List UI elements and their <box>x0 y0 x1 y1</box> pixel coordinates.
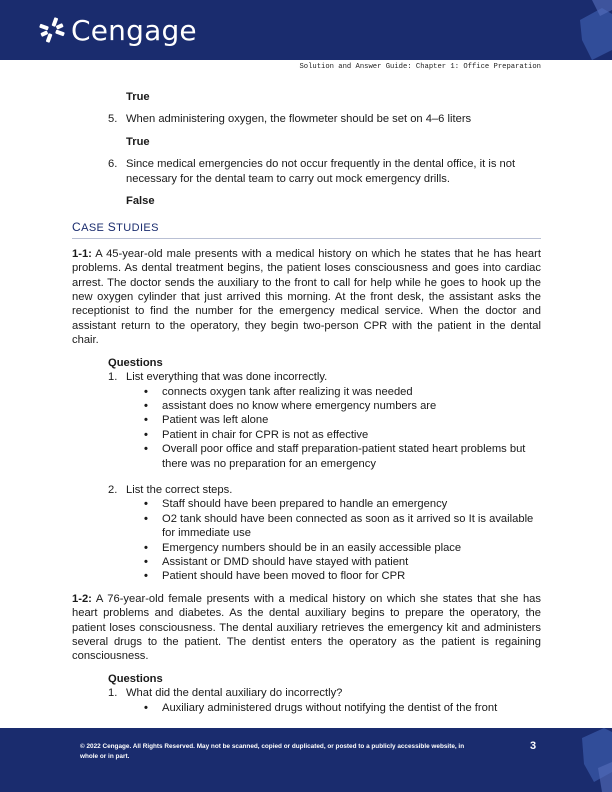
case-text: A 45-year-old male presents with a medical history on which he states that he has heart problems. As dental treatment begins, the patient loses consciousness and goes into cardiac arrest. The doctor sends the auxiliary to the front to call for help while he goes to hook up the new oxygen cylinder that just arrived this morning. At the front desk, the assistant asks the receptionist to find the number for the emergency medical service. When the doctor and assistant return to the operatory, they begin two-person CPR with the patient in the dental chair. <box>72 247 541 347</box>
case-label: 1-1: <box>72 247 92 260</box>
case-text: A 76-year-old female presents with a medical history on which she states that she has heart problems and diabetes. As the dental auxiliary begins to prepare the operatory, the patient loses consciousness. The dental auxiliary retrieves the emergency kit and administers several drugs to the patient. The dentist enters the operatory as the patient is regaining consciousness. <box>72 592 541 663</box>
question-number: 5. <box>108 113 118 126</box>
page-number: 3 <box>530 740 537 752</box>
questions-heading: Questions <box>108 672 163 685</box>
list-item: • connects oxygen tank after realizing it was needed <box>144 385 413 398</box>
running-head: Solution and Answer Guide: Chapter 1: Office Preparation <box>299 63 541 71</box>
case1-q2-bullets <box>144 497 541 583</box>
list-item: • Patient in chair for CPR is not as effective <box>144 428 369 441</box>
list-item: • Assistant or DMD should have stayed with patient <box>144 555 409 568</box>
answer-4: True <box>126 91 150 103</box>
case1-question-2: 2. List the correct steps. <box>108 483 233 496</box>
question-text: Since medical emergencies do not occur frequently in the dental office, it is not necessary for the dental team to carry out mock emergency drills. <box>126 158 516 185</box>
list-item: • Staff should have been prepared to handle an emergency <box>144 498 448 511</box>
cengage-logo <box>37 13 197 47</box>
case1-q1-bullets <box>144 385 541 471</box>
question-text: When administering oxygen, the flowmeter should be set on 4–6 liters <box>126 113 472 126</box>
list-item: • assistant does no know where emergency numbers are <box>144 399 437 412</box>
question-number: 6. <box>108 158 118 171</box>
case-label: 1-2: <box>72 592 92 605</box>
answer-6: False <box>126 195 155 208</box>
question-5 <box>108 112 541 126</box>
footer-banner <box>0 728 612 792</box>
list-item: • Auxiliary administered drugs without notifying the dentist of the front <box>144 701 498 714</box>
page-content <box>72 90 541 715</box>
section-title-case-studies: CASE STUDIES <box>72 220 541 238</box>
case2-q1-bullets <box>144 701 541 715</box>
header-decoration-icon <box>562 0 612 60</box>
list-item: • Patient should have been moved to floor for CPR <box>144 570 406 583</box>
list-item: • Emergency numbers should be in an easily accessible place <box>144 541 462 554</box>
case1-question-1: 1. List everything that was done incorrectly. <box>108 371 328 384</box>
copyright-notice: © 2022 Cengage. All Rights Reserved. May not be scanned, copied or duplicated, or posted to a publicly accessible website, in whole or in part. <box>80 743 465 760</box>
case-1-1 <box>72 247 541 348</box>
brand-wordmark: Cengage <box>71 13 197 47</box>
case2-question-1: 1. What did the dental auxiliary do incorrectly? <box>108 687 343 700</box>
list-item: • Overall poor office and staff preparation-patient stated heart problems but there was no preparation for an emergency <box>144 443 526 470</box>
header-banner <box>0 0 612 60</box>
case-1-2 <box>72 592 541 664</box>
footer-decoration-icon <box>562 728 612 792</box>
list-item: • Patient was left alone <box>144 414 269 427</box>
questions-heading: Questions <box>108 356 163 369</box>
cengage-mark-icon <box>37 15 67 45</box>
list-item: • O2 tank should have been connected as soon as it arrived so It is available for immediate use <box>144 512 534 540</box>
question-6 <box>108 157 541 186</box>
answer-5: True <box>126 135 150 148</box>
